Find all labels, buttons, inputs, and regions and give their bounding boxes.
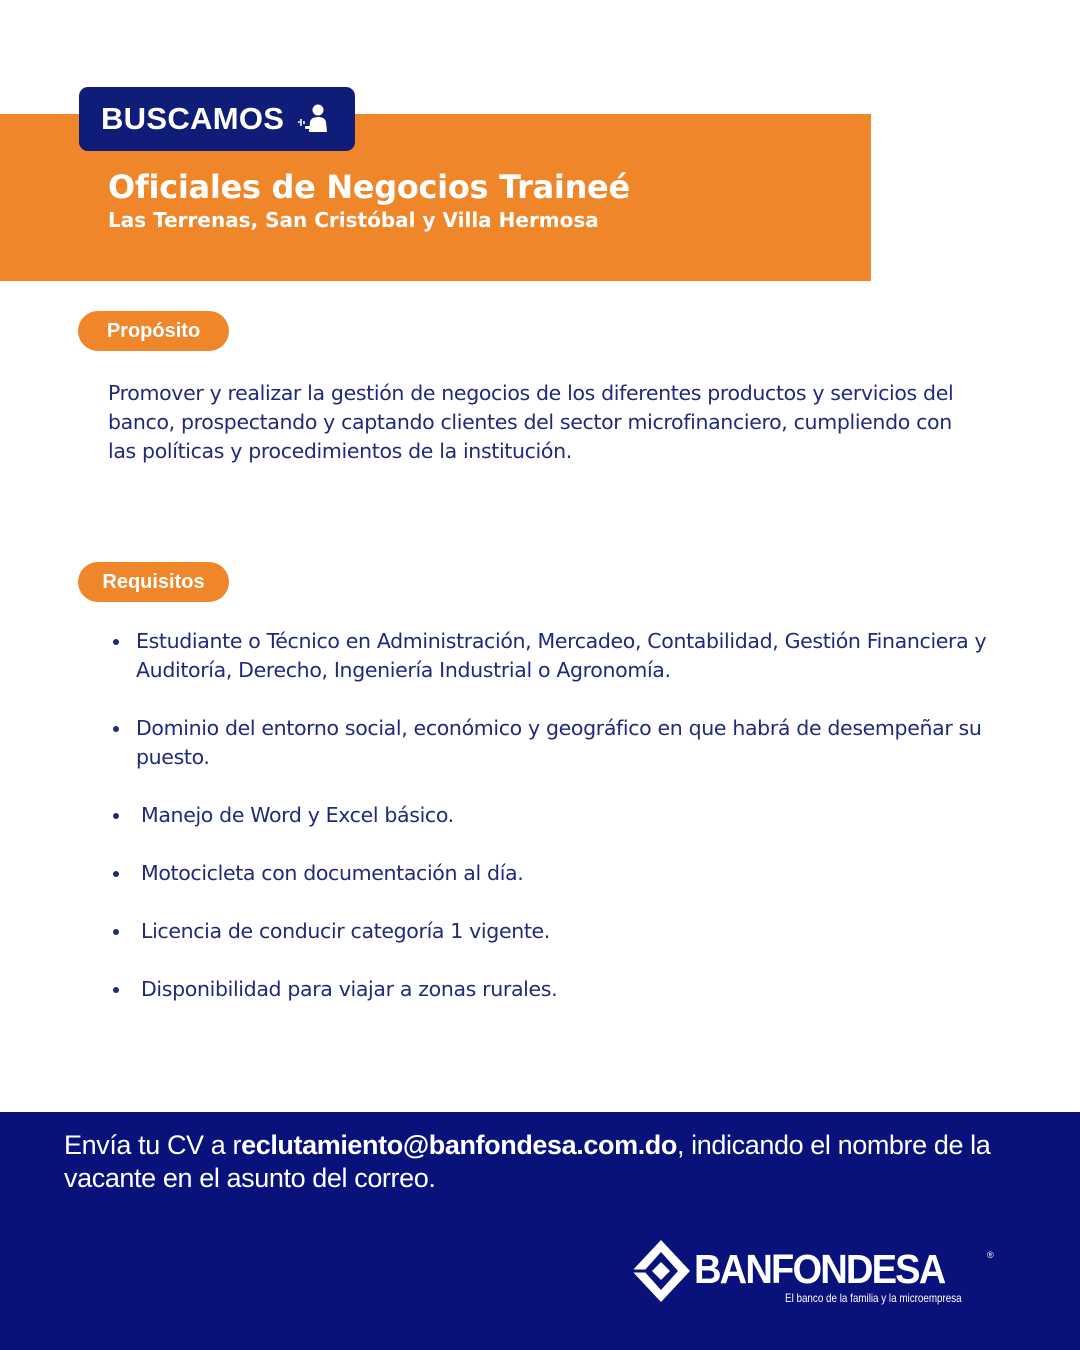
purpose-text: Promover y realizar la gestión de negocios de los diferentes productos y servicios del banco, prospectando y captando clientes del sector microfinanciero, cumpliendo con las políticas y procedimientos de la institución. <box>108 381 954 463</box>
list-item: Manejo de Word y Excel básico. <box>108 801 988 830</box>
requirements-list <box>108 627 988 1033</box>
apply-instructions <box>64 1129 1024 1195</box>
purpose-label: Propósito <box>78 311 229 351</box>
requirements-label: Requisitos <box>78 562 229 602</box>
job-location: Las Terrenas, San Cristóbal y Villa Hermosa <box>108 208 599 232</box>
buscamos-label: BUSCAMOS <box>101 101 285 136</box>
cta-suffix: , indicando el nombre de la vacante en el asunto del correo. <box>64 1130 991 1193</box>
registered-mark: ® <box>987 1250 994 1260</box>
list-item: Estudiante o Técnico en Administración, Mercadeo, Contabilidad, Gestión Financiera y Auditoría, Derecho, Ingeniería Industrial o Agronomía. <box>108 627 988 685</box>
banfondesa-diamond-icon <box>630 1238 692 1304</box>
job-seeker-icon <box>296 102 332 136</box>
email-address: eclutamiento@banfondesa.com.do <box>241 1130 677 1160</box>
list-item: Motocicleta con documentación al día. <box>108 859 988 888</box>
banfondesa-logo <box>630 1238 1000 1308</box>
logo-tagline: El banco de la familia y la microempresa <box>785 1291 962 1305</box>
logo-wordmark: BANFONDESA <box>694 1246 945 1292</box>
cta-prefix: Envía tu CV a r <box>64 1130 242 1160</box>
list-item: Disponibilidad para viajar a zonas rurales. <box>108 975 988 1004</box>
job-title: Oficiales de Negocios Traineé <box>108 168 630 206</box>
buscamos-badge <box>79 87 355 151</box>
list-item: Licencia de conducir categoría 1 vigente. <box>108 917 988 946</box>
list-item: Dominio del entorno social, económico y geográfico en que habrá de desempeñar su puesto. <box>108 714 988 772</box>
